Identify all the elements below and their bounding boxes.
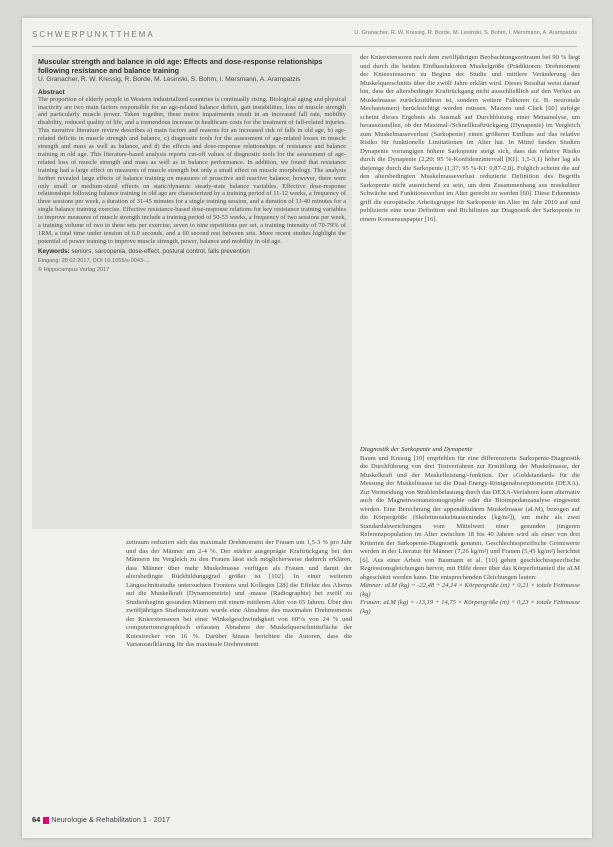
keywords-label: Keywords: bbox=[38, 247, 70, 255]
article-authors: U. Granacher, R. W. Kressig, R. Borde, M. Lesinski, S. Bohm, I. Mersmann, A. Arampatzis bbox=[38, 76, 301, 84]
keywords-text: seniors, sarcopenia, dose-effect, postural control, falls prevention bbox=[71, 247, 250, 255]
body-column-right-upper: der Knieextensoren nach dem zwölfjährigen Beobachtungszeitraum bei 90 % liegt und durch die beiden Einflussfaktoren Muskelgröße (Prädiktoren: Drehmoment der Knieextensoren zu Beginn der Studie und mittlere Veränderung des Muskelquerschnitts über die zwölf Jahre erklärt wird. Dieses Resultat weist darauf hin, dass der altersbedingte Kraftrückgang nicht ausschließlich auf den Verlust an Muskelmasse zurückzuführen ist, sondern weitere Faktoren (z. B. neuronale Mechanismen) berücksichtigt werden müssen. Mazzeo und Clark [60] zufolge scheint dieses Ergebnis als Ausmaß auf Durchblutung einer Metaanalyse, um herauszustellen, ob der Maximal-/Schnellkraftrückgang (Dynapenie) im Vergleich zum Muskelmasseverlust (Sarkopenie) einen größeren Einfluss auf das relative Risiko für funktionelle Limitationen im Alter hat. In Mittel fanden Studien Dynapenie vorrangigen höhere Sarkopenie steigt sich, dass das relative Risiko durch die Dynapenie (2,20; 95 %-Konfidenzintervall [KI]: 1,5-3,1) höher lag als diejenige durch die Sarkopenie (1,37; 95 %-KI: 0,87-2,0). Folglich scheint die auf den altersbedingten Muskelmasseverlust reduzierte Definition des Begriffs Sarkopenie nicht ausreichend zu sein, um dem Zusammenhang aus muskulärer Schwäche und Funktionsverlust im Alter gerecht zu werden [60]. Diese Erkenntnis griff die europäische Arbeitsgruppe für Sarkopenie im Alter im Jahr 2010 auf und publizierte eine neue Definition und Richtlinien zur Diagnostik der Sarkopenie in einem Konsensuspapier [16]. bbox=[360, 54, 580, 223]
journal-name: Neurologie & Rehabilitation 1 · 2017 bbox=[51, 815, 170, 824]
header-authors: U. Granacher, R. W. Kressig, R. Borde, M. Lesinski, S. Bohm, I. Mersmann, A. Arampatzis bbox=[354, 30, 577, 36]
running-header bbox=[32, 30, 577, 44]
article-title: Muscular strength and balance in old age: Effects and dose-response relationships following resistance and balance training bbox=[38, 57, 323, 75]
abstract-text: The proportion of elderly people in Western industrialized countries is continually rising. Biological aging and physical inactivity are two main factors responsible for an age-related balance deficit, gait instabilities, loss of muscle strength and particularly muscle power. Taken together, these motor impairments result in an increased fall rate, mobility disability, reduced quality of life, and a tremendous increase in healthcare costs for the treatment of fall-related injuries. This narrative literature review describes a) main factors and reasons for an increased risk of falls in old age, b) age-related deficits in muscle strength and balance, c) diagnostic tools for the assessment of age-related losses in muscle strength and mass as well as balance, and d) the effects and dose-response relationships of resistance and balance training in old age. This literature-based analysis reports cut-off values of diagnostic tools for the assessment of age-related loss of muscle strength and mass as well as in balance performance. In addition, we found that resistance training had a large effect on measures of muscle strength but only a small effect on muscle morphology. The analysis further revealed large effects of balance training on measures of proactive and reactive balance; however, there were only small or medium-sized effects on static/dynamic steady-state balance variables. Effective dose-response relationships following balance training in old age are characterized by a training period of 11-12 weeks, a frequency of three sessions per week, a duration of 31-45 minutes for a single training session, and a duration of 11-40 minutes for a single balance training exercise. Effective resistance-based dose-response relations for key resistance training variables to improve measures of muscle strength include a training period of 50-53 weeks, a frequency of two sessions per week, a training volume of two to three sets per exercise, seven to nine repetitions per set, a training intensity of 70-79% of 1RM, a total time under tension of 6.0 seconds, and a 60 second rest between sets. More recent studies highlight the potential of power training to improve muscle strength, power, balance and mobility in old age. bbox=[38, 95, 346, 245]
formula-women: Frauen: aLM (kg) = -13,19 + 14,75 × Körpergröße (m) + 0,23 × totale Fettmasse (kg) bbox=[360, 599, 580, 615]
body-column-right-lower bbox=[360, 446, 580, 826]
page-footer bbox=[32, 815, 332, 824]
section-heading: Diagnostik der Sarkopenie und Dynapenie bbox=[360, 446, 473, 453]
keywords bbox=[38, 248, 346, 256]
section-title: SCHWERPUNKTTHEMA bbox=[32, 30, 155, 39]
abstract-label: Abstract bbox=[38, 88, 65, 96]
abstract-box bbox=[32, 54, 352, 529]
received-date: Eingang: 28.02.2017, DOI 10.1055/s-0043-... bbox=[38, 257, 150, 264]
publisher-note: © Hippocampus Verlag 2017 bbox=[38, 266, 110, 273]
footer-accent-bar bbox=[43, 817, 49, 824]
body-column-lower-left: zeitraum reduziert sich das maximale Drehmoment der Frauen um 1,5-3 % pro Jahr und das der Männer um 2-4 %. Der stärker ausgeprägte Kraftrückgang bei den Männern im Vergleich zu den Frauen lässt sich möglicherweise dadurch erklären, dass Männer über mehr Muskelmasse verfügen als Frauen und damit der altersbedingte Rückbildungsgrad größer ist [102]. In einer weiteren Längsschnittstudie untersuchten Frontera und Kollegen [28] die Effekte des Alterns auf die Muskelkraft (Dynamometrie) und -masse (Radiographie) bei zwölf zu Studienbeginn gesunden Männern mit einem mittleren Alter von 65 Jahren. Über den zwölfjährigen Studienzeitraum wurde eine Abnahme des maximalen Drehmoments der Knieextensoren bei einer Winkelgeschwindigkeit von 60°/s von 24 % und computertomographisch erfassten Abnahme der Muskelquerschnittsfläche der Kniestrecker von 16 %. Darüber hinaus berichten die Autoren, dass die Varianzaufklärung für das maximale Drehmoment bbox=[126, 539, 352, 648]
document-page bbox=[22, 18, 592, 838]
formula-men: Männer: aLM (kg) = -22,48 + 24,14 × Körpergröße (m) + 0,21 × totale Fettmasse (kg) bbox=[360, 582, 580, 598]
header-rule bbox=[32, 46, 577, 47]
section-text: Baum und Kressig [10] empfehlen für eine differenzierte Sarkopenie-Diagnostik die Durchführung von drei Testverfahren zur Ermittlung der Muskelmasse, der Muskelkraft und der Muskelleistung/-funktion. Der »Goldstandard« für die Messung der Muskelmasse ist die Dual-Energy-Röntgenabsorptiometrie (DEXA). Zur Vermeidung von Strahlenbelastung durch das DEXA-Verfahren kann alternativ auch die Magnetresonanztomographie oder die Bioimpedanzanalyse eingesetzt werden. Eine Berechnung der appendikulären Muskelmasse (aLM), bezogen auf die Körpergröße (Skelettmuskelmassenindex [kg/m²]), um mehr als zwei Standardabweichungen vom Mittelwert einer gesunden jüngeren Referenzpopulation im Alter zwischen 18 bis 40 Jahren wird als einer von drei Kriterien der Sarkopenie-Diagnostik genannt. Geschlechtsspezifische Grenzwerte werden in der Literatur für Männer (7,26 kg/m²) und Frauen (5,45 kg/m²) berichtet [6]. Aus einer Arbeit von Baumann et al. [10] gehen geschlechtsspezifische Regressionsgleichungen hervor, mit Hilfe derer über das Körperfettanteil die aLM abgeschätzt werden kann. Die entsprechenden Gleichungen lauten: bbox=[360, 454, 580, 581]
page-number: 64 bbox=[32, 815, 41, 824]
